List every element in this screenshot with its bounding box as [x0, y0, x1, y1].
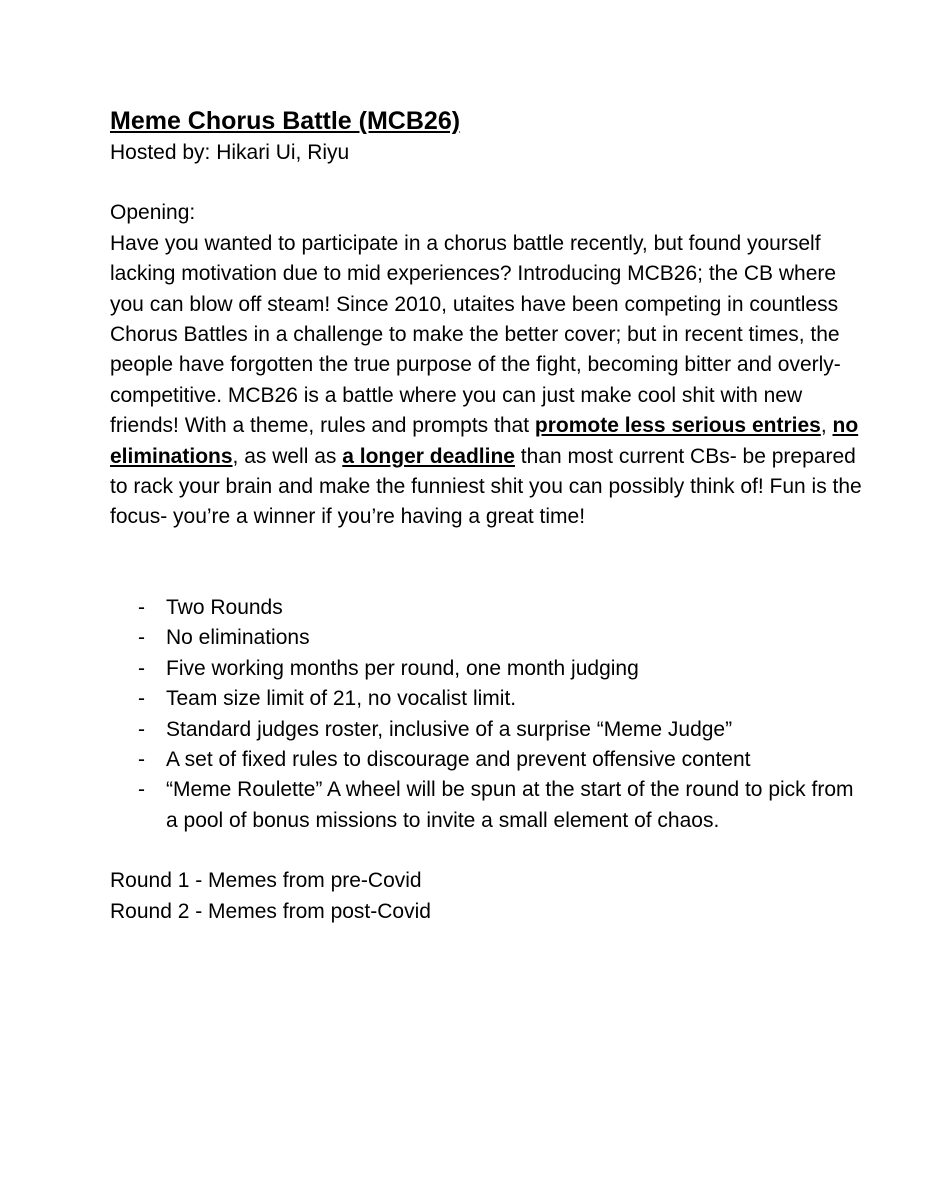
opening-text-part-2: ,	[820, 414, 833, 438]
spacer	[110, 168, 870, 198]
spacer	[110, 836, 870, 866]
list-item-text: Standard judges roster, inclusive of a surprise “Meme Judge”	[166, 717, 733, 741]
feature-list	[110, 593, 870, 836]
document-page	[110, 104, 870, 927]
list-item	[110, 745, 870, 775]
opening-paragraph	[110, 229, 870, 533]
round-1-line: Round 1 - Memes from pre-Covid	[110, 869, 422, 893]
bullet-dash: -	[138, 626, 145, 650]
opening-label: Opening:	[110, 201, 196, 225]
list-item	[110, 593, 870, 623]
round-2-line: Round 2 - Memes from post-Covid	[110, 899, 431, 923]
bullet-dash: -	[138, 656, 145, 680]
bullet-dash: -	[138, 717, 145, 741]
opening-text-part-4: than most current CBs- be prepared to rack your brain and make the funniest shit you can possibly think of! Fun is the focus- you’re a winner if you’re having a great time!	[110, 444, 862, 529]
list-item-text: Five working months per round, one month judging	[166, 656, 639, 680]
list-item	[110, 775, 870, 836]
emphasis-longer-deadline: a longer deadline	[342, 444, 515, 468]
bullet-dash: -	[138, 687, 145, 711]
list-item	[110, 623, 870, 653]
document-title: Meme Chorus Battle (MCB26)	[110, 107, 461, 135]
bullet-dash: -	[138, 778, 145, 802]
list-item-text: “Meme Roulette” A wheel will be spun at the start of the round to pick from a pool of bonus missions to invite a small element of chaos.	[166, 778, 854, 832]
hosted-by-line: Hosted by: Hikari Ui, Riyu	[110, 141, 350, 164]
list-item-text: Team size limit of 21, no vocalist limit.	[166, 687, 517, 711]
spacer	[110, 533, 870, 593]
list-item	[110, 715, 870, 745]
rounds-section	[110, 866, 870, 927]
list-item-text: No eliminations	[166, 626, 310, 650]
opening-text-part-3: , as well as	[232, 444, 343, 468]
list-item	[110, 684, 870, 714]
bullet-dash: -	[138, 595, 145, 619]
list-item-text: Two Rounds	[166, 595, 283, 619]
opening-text-part-1: Have you wanted to participate in a chorus battle recently, but found yourself lacking motivation due to mid experiences? Introducing MCB26; the CB where you can blow off steam! Since 2010, utaites have been competing in countless Chorus Battles in a challenge to make the better cover; but in recent times, the people have forgotten the true purpose of the fight, becoming bitter and overly-competitive. MCB26 is a battle where you can just make cool shit with new friends! With a theme, rules and prompts that	[110, 231, 841, 438]
emphasis-less-serious-entries: promote less serious entries	[534, 414, 821, 438]
list-item	[110, 654, 870, 684]
list-item-text: A set of fixed rules to discourage and prevent offensive content	[166, 747, 751, 771]
bullet-dash: -	[138, 747, 145, 771]
emphasis-no-eliminations: no eliminations	[110, 414, 859, 468]
